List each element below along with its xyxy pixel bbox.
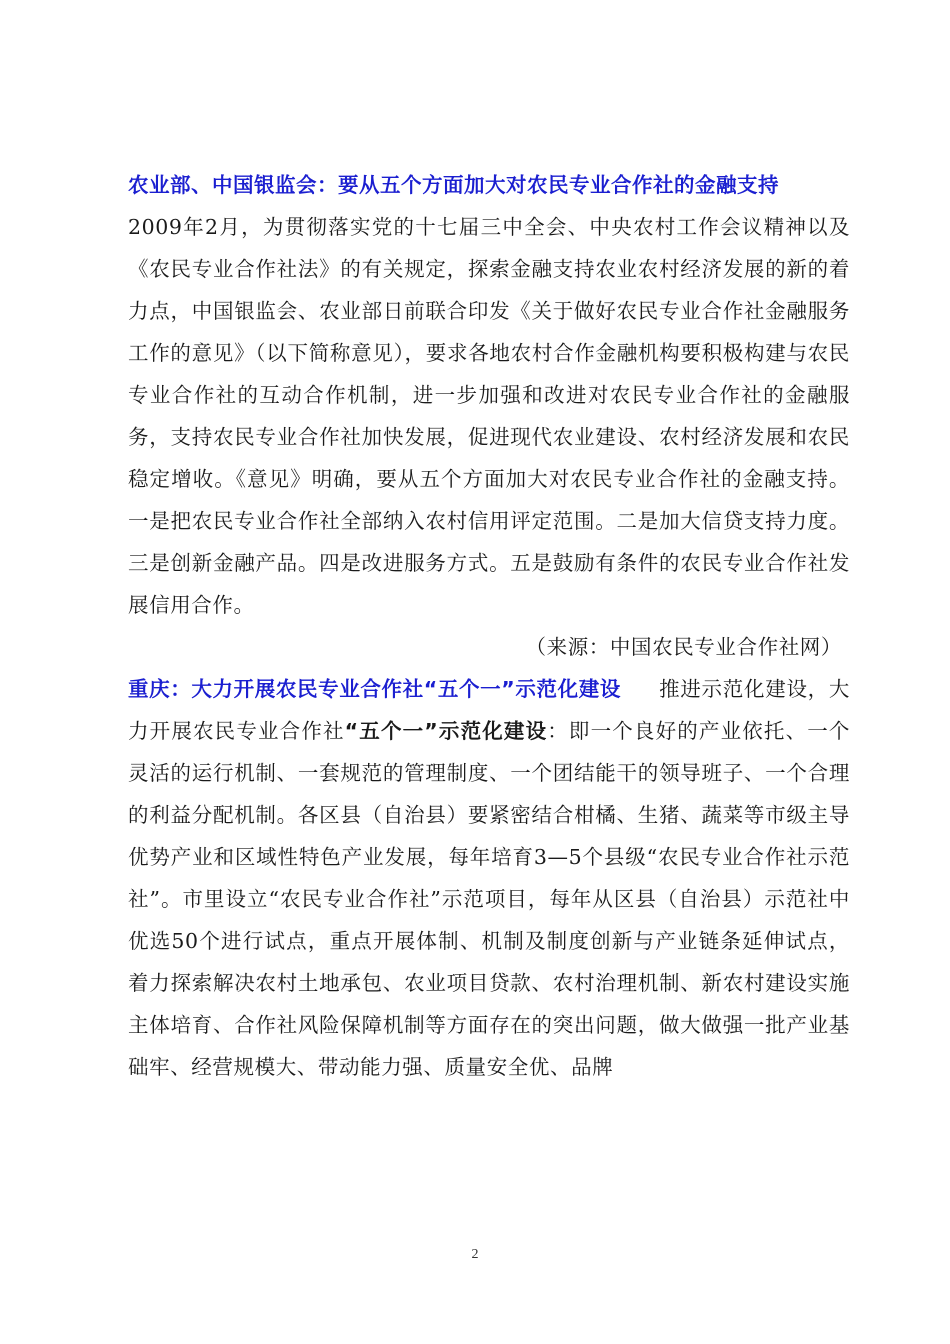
article-2-body-intro: 推进示范化建设，大力开展农民专业合作社	[128, 677, 850, 743]
article-2-headline: 重庆：大力开展农民专业合作社“五个一”示范化建设	[128, 677, 621, 701]
article-1-source: （来源：中国农民专业合作社网）	[525, 635, 842, 659]
article-1-body: 2009年2月，为贯彻落实党的十七届三中全会、中央农村工作会议精神以及《农民专业合作社法》的有关规定，探索金融支持农业农村经济发展的新的着力点，中国银监会、农业部日前联合印发《关于做好农民专业合作社金融服务工作的意见》（以下简称意见），要求各地农村合作金融机构要积极构建与农民专业合作社的互动合作机制，进一步加强和改进对农民专业合作社的金融服务，支持农民专业合作社加快发展，促进现代农业建设、农村经济发展和农民稳定增收。《意见》明确，要从五个方面加大对农民专业合作社的金融支持。一是把农民专业合作社全部纳入农村信用评定范围。二是加大信贷支持力度。三是创新金融产品。四是改进服务方式。五是鼓励有条件的农民专业合作社发展信用合作。	[128, 215, 850, 617]
document-body	[128, 164, 850, 1088]
article-2-emphasis: “五个一”示范化建设	[344, 719, 548, 743]
article-1-headline: 农业部、中国银监会：要从五个方面加大对农民专业合作社的金融支持	[128, 173, 779, 197]
article-1	[128, 164, 850, 626]
article-2	[128, 668, 850, 1088]
article-2-body-rest: ：即一个良好的产业依托、一个灵活的运行机制、一套规范的管理制度、一个团结能干的领导班子、一个合理的利益分配机制。各区县（自治县）要紧密结合柑橘、生猪、蔬菜等市级主导优势产业和区域性特色产业发展，每年培育3—5个县级“农民专业合作社示范社”。市里设立“农民专业合作社”示范项目，每年从区县（自治县）示范社中优选50个进行试点，重点开展体制、机制及制度创新与产业链条延伸试点，着力探索解决农村土地承包、农业项目贷款、农村治理机制、新农村建设实施主体培育、合作社风险保障机制等方面存在的突出问题，做大做强一批产业基础牢、经营规模大、带动能力强、质量安全优、品牌	[128, 719, 851, 1079]
page-number: 2	[471, 1247, 479, 1262]
